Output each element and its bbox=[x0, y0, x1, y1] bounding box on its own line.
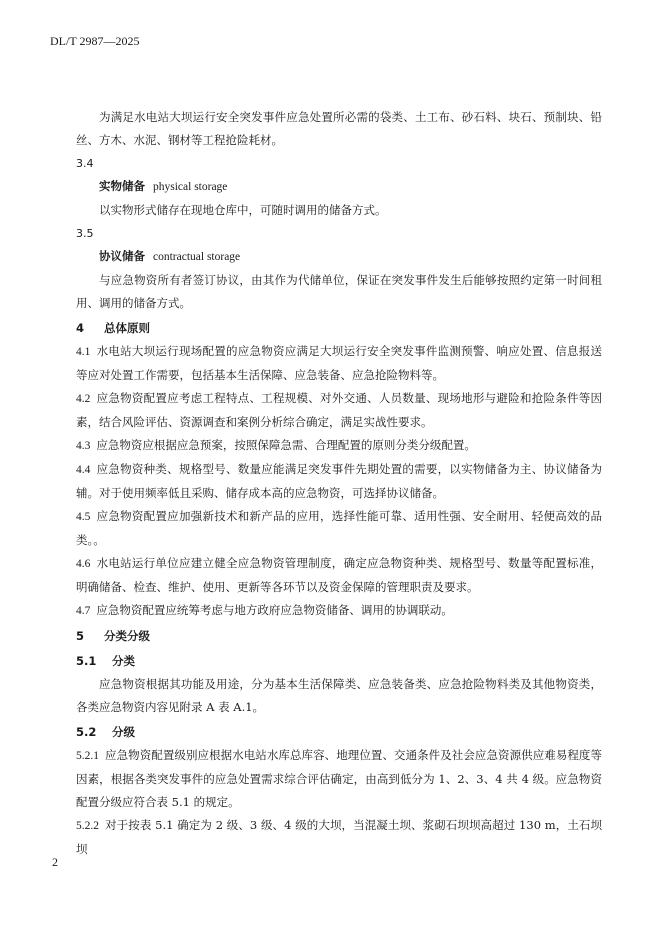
term-en: physical storage bbox=[153, 181, 228, 193]
subsection-heading-5-2: 5.2 分级 bbox=[76, 725, 135, 739]
term-physical-storage bbox=[76, 175, 602, 199]
term-en: contractual storage bbox=[153, 251, 241, 263]
clause-5-2-2: 5.2.2 对于按表 5.1 确定为 2 级、3 级、4 级的大坝，当混凝土坝、浆砌石坝坝高超过 130 m，土石坝坝 bbox=[76, 818, 602, 856]
clause-4-7: 4.7 应急物资配置应统筹考虑与地方政府应急物资储备、调用的协调联动。 bbox=[76, 603, 453, 617]
definition-physical-storage: 以实物形式储存在现地仓库中，可随时调用的储备方式。 bbox=[99, 203, 387, 217]
section-heading-4: 4 总体原则 bbox=[76, 321, 150, 335]
document-body bbox=[76, 106, 602, 861]
clause-4-4: 4.4 应急物资种类、规格型号、数量应能满足突发事件先期处置的需要，以实物储备为主、协议储备为辅。对于使用频率低且采购、储存成本高的应急物资，可选择协议储备。 bbox=[76, 462, 602, 500]
continued-definition-paragraph: 为满足水电站大坝运行安全突发事件应急处置所必需的袋类、土工布、砂石料、块石、预制块、铅丝、方木、水泥、钢材等工程抢险耗材。 bbox=[76, 110, 602, 147]
clause-5-1-text: 应急物资根据其功能及用途，分为基本生活保障类、应急装备类、应急抢险物料类及其他物资类，各类应急物资内容见附录 A 表 A.1。 bbox=[76, 677, 602, 714]
clause-5-2-1: 5.2.1 应急物资配置级别应根据水电站水库总库容、地理位置、交通条件及社会应急资源供应难易程度等因素，根据各类突发事件的应急处置需求综合评估确定，由高到低分为 1、2、3、4 共 4 级。应急物资配置分级应符合表 5.1 的规定。 bbox=[76, 748, 602, 809]
clause-4-3: 4.3 应急物资应根据应急预案，按照保障急需、合理配置的原则分类分级配置。 bbox=[76, 438, 476, 452]
section-heading-5: 5 分类分级 bbox=[76, 629, 150, 643]
term-cn: 实物储备 bbox=[99, 179, 145, 193]
clause-number-3-5: 3.5 bbox=[76, 227, 94, 240]
term-cn: 协议储备 bbox=[99, 249, 145, 263]
page-number: 2 bbox=[52, 855, 58, 869]
term-contractual-storage bbox=[76, 245, 602, 269]
subsection-heading-5-1: 5.1 分类 bbox=[76, 654, 135, 668]
clause-4-6: 4.6 水电站运行单位应建立健全应急物资管理制度，确定应急物资种类、规格型号、数量等配置标准，明确储备、检查、维护、使用、更新等各环节以及资金保障的管理职责及要求。 bbox=[76, 556, 602, 594]
clause-4-1: 4.1 水电站大坝运行现场配置的应急物资应满足大坝运行安全突发事件监测预警、响应处置、信息报送等应对处置工作需要，包括基本生活保障、应急装备、应急抢险物料等。 bbox=[76, 344, 602, 382]
definition-contractual-storage: 与应急物资所有者签订协议，由其作为代储单位，保证在突发事件发生后能够按照约定第一时间租用、调用的储备方式。 bbox=[76, 273, 602, 310]
clause-4-2: 4.2 应急物资配置应考虑工程特点、工程规模、对外交通、人员数量、现场地形与避险和抢险条件等因素，结合风险评估、资源调查和案例分析综合确定，满足实战性要求。 bbox=[76, 391, 602, 429]
document-code-header: DL/T 2987—2025 bbox=[50, 34, 140, 48]
clause-number-3-4: 3.4 bbox=[76, 157, 94, 170]
clause-4-5: 4.5 应急物资配置应加强新技术和新产品的应用，选择性能可靠、适用性强、安全耐用、轻便高效的品类。。 bbox=[76, 509, 602, 547]
